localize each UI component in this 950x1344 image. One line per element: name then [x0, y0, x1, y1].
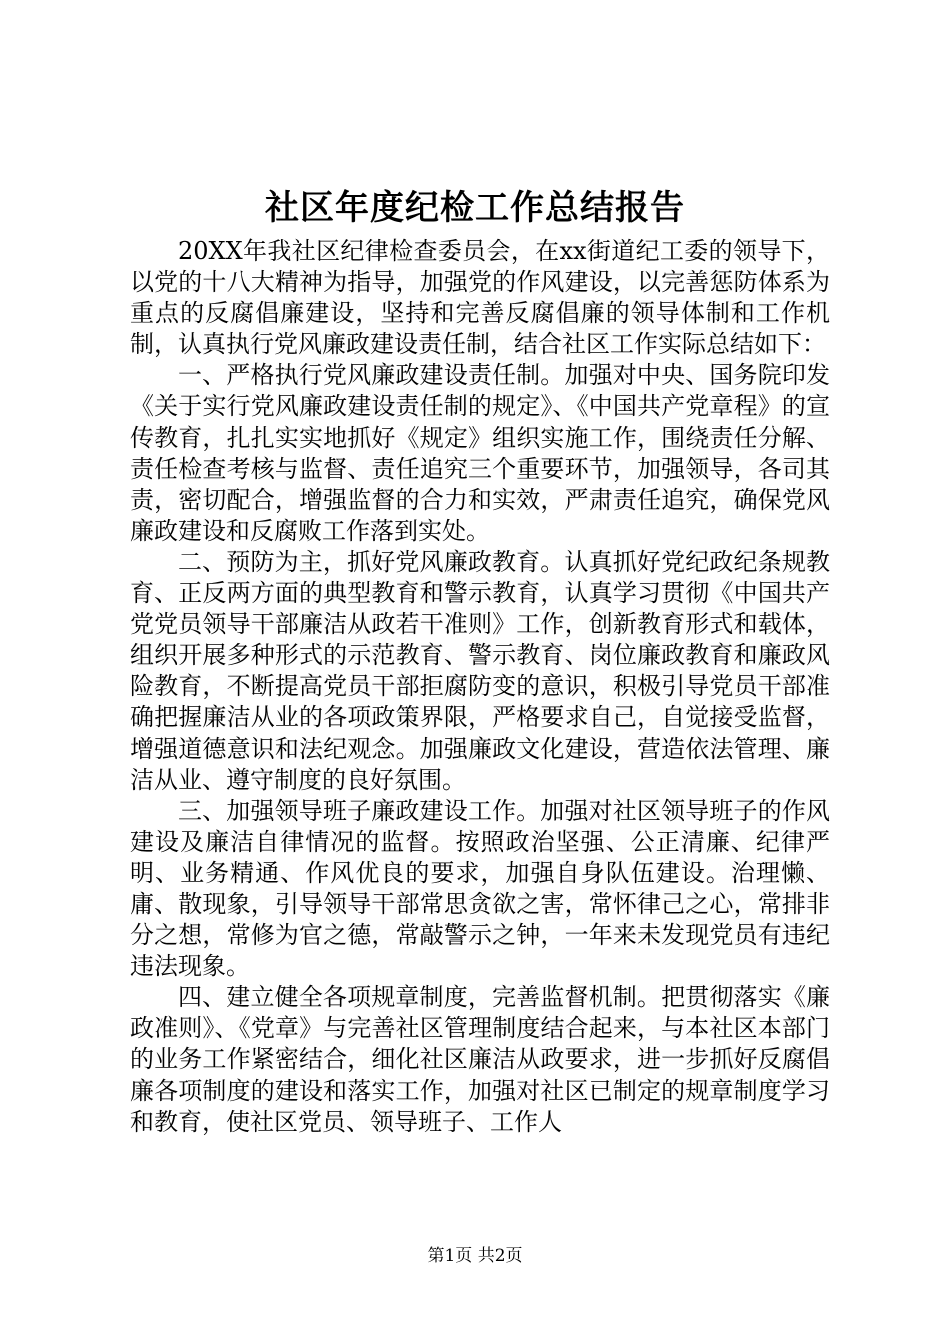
- page-number-footer: 第1页 共2页: [427, 1246, 523, 1266]
- paragraph-section-2: 二、预防为主，抓好党风廉政教育。认真抓好党纪政纪条规教育、正反两方面的典型教育和警示教育，认真学习贯彻《中国共产党党员领导干部廉洁从政若干准则》工作，创新教育形式和载体，组织开展多种形式的示范教育、警示教育、岗位廉政教育和廉政风险教育，不断提高党员干部拒腐防变的意识，积极引导党员干部准确把握廉洁从业的各项政策界限，严格要求自己，自觉接受监督，增强道德意识和法纪观念。加强廉政文化建设，营造依法管理、廉洁从业、遵守制度的良好氛围。: [130, 547, 830, 794]
- document-body: [130, 236, 830, 1138]
- paragraph-section-3: 三、加强领导班子廉政建设工作。加强对社区领导班子的作风建设及廉洁自律情况的监督。按照政治坚强、公正清廉、纪律严明、业务精通、作风优良的要求，加强自身队伍建设。治理懒、庸、散现象，引导领导干部常思贪欲之害，常怀律己之心，常排非分之想，常修为官之德，常敲警示之钟，一年来未发现党员有违纪违法现象。: [130, 796, 830, 981]
- paragraph-section-4: 四、建立健全各项规章制度，完善监督机制。把贯彻落实《廉政准则》、《党章》与完善社区管理制度结合起来，与本社区本部门的业务工作紧密结合，细化社区廉洁从政要求，进一步抓好反腐倡廉各项制度的建设和落实工作，加强对社区已制定的规章制度学习和教育，使社区党员、领导班子、工作人: [130, 983, 830, 1136]
- paragraph-intro: 20XX年我社区纪律检查委员会，在xx街道纪工委的领导下，以党的十八大精神为指导，加强党的作风建设，以完善惩防体系为重点的反腐倡廉建设，坚持和完善反腐倡廉的领导体制和工作机制，认真执行党风廉政建设责任制，结合社区工作实际总结如下：: [130, 237, 830, 359]
- document-title: 社区年度纪检工作总结报告: [265, 188, 685, 228]
- paragraph-section-1: 一、严格执行党风廉政建设责任制。加强对中央、国务院印发《关于实行党风廉政建设责任制的规定》、《中国共产党章程》的宣传教育，扎扎实实地抓好《规定》组织实施工作，围绕责任分解、责任检查考核与监督、责任追究三个重要环节，加强领导，各司其责，密切配合，增强监督的合力和实效，严肃责任追究，确保党风廉政建设和反腐败工作落到实处。: [130, 361, 830, 545]
